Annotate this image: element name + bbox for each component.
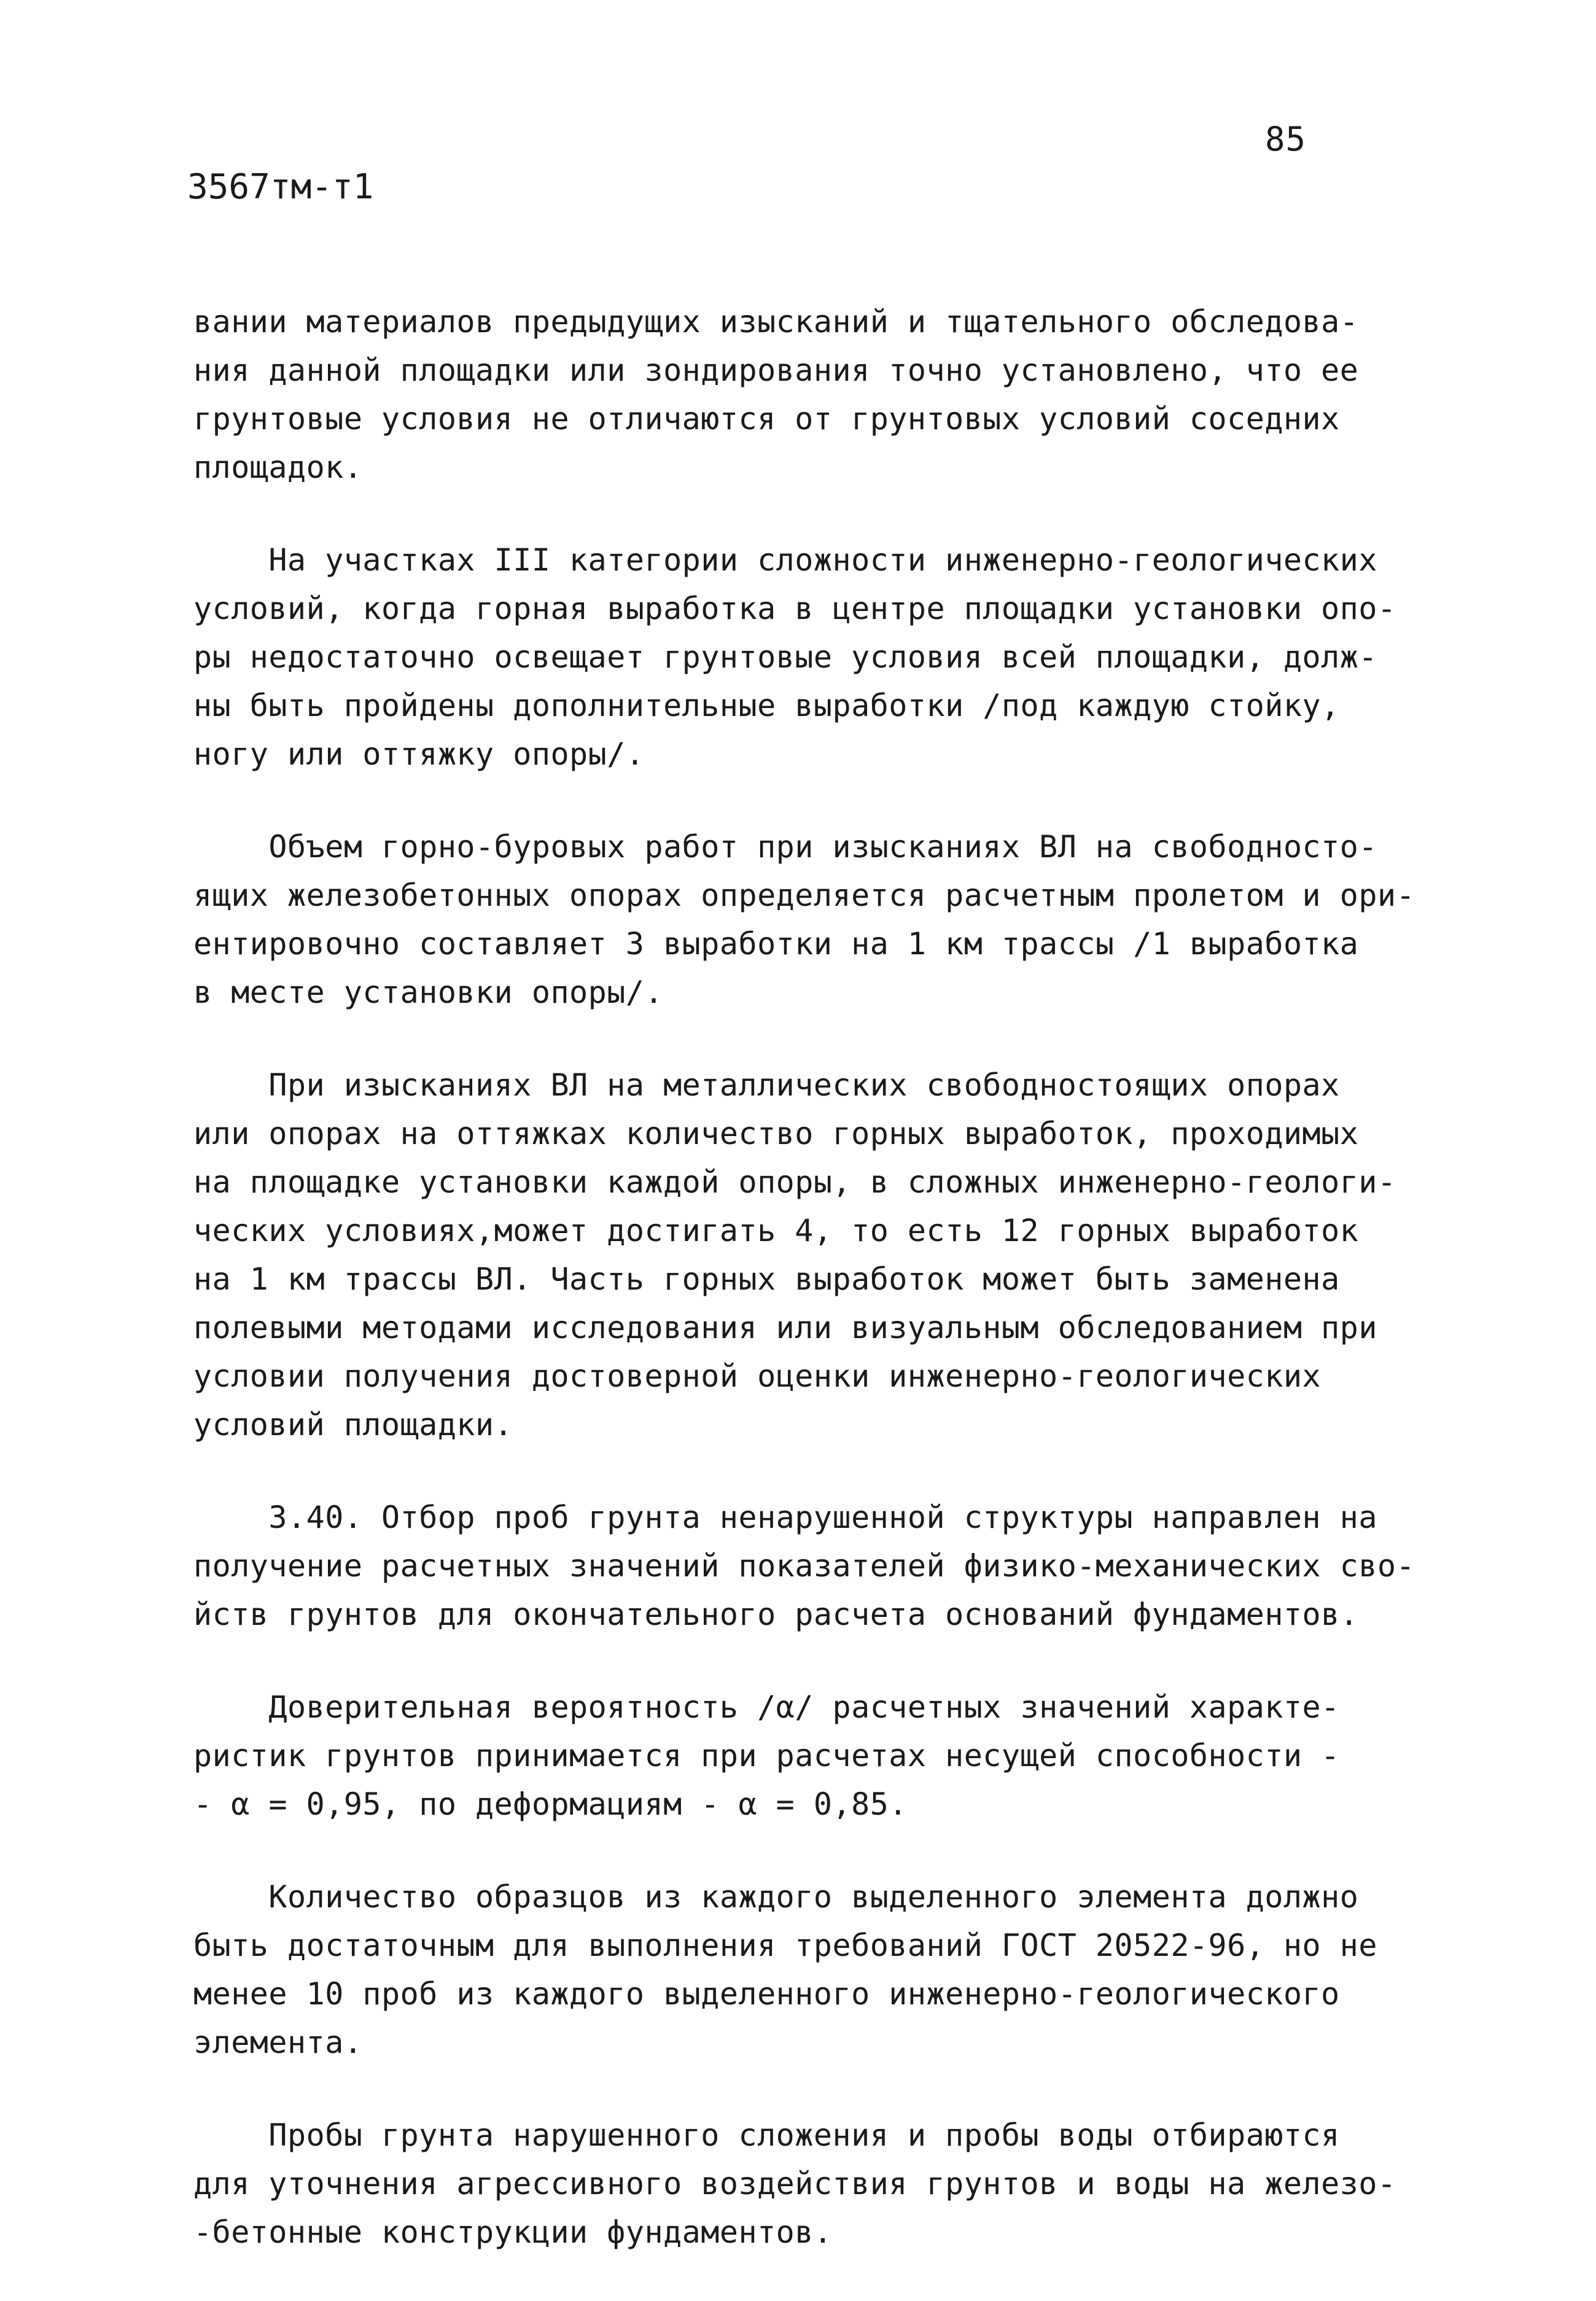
text-line: на 1 км трассы ВЛ. Часть горных выработок может быть заменена (193, 1261, 1340, 1297)
text-line: Пробы грунта нарушенного сложения и пробы воды отбираются (193, 2117, 1340, 2153)
text-line: площадок. (193, 450, 363, 485)
text-line: на площадке установки каждой опоры, в сложных инженерно-геологи- (193, 1164, 1396, 1200)
text-line: Объем горно-буровых работ при изысканиях ВЛ на свободносто- (193, 829, 1377, 865)
text-line: Доверительная вероятность /α/ расчетных значений характе- (193, 1689, 1340, 1725)
text-line: или опорах на оттяжках количество горных выработок, проходимых (193, 1116, 1359, 1151)
text-line: ческих условиях,может достигать 4, то есть 12 горных выработок (193, 1213, 1359, 1248)
text-line: вании материалов предыдущих изысканий и тщательного обследова- (193, 304, 1359, 340)
paragraph (193, 1683, 1415, 1829)
text-line: ящих железобетонных опорах определяется расчетным пролетом и ори- (193, 878, 1415, 913)
text-line: Количество образцов из каждого выделенного элемента должно (193, 1879, 1359, 1915)
paragraph (193, 536, 1415, 779)
text-line: ногу или оттяжку опоры/. (193, 736, 645, 772)
text-line: - α = 0,95, по деформациям - α = 0,85. (193, 1786, 908, 1822)
text-line: грунтовые условия не отличаются от грунтовых условий соседних (193, 401, 1340, 437)
paragraph (193, 298, 1415, 492)
text-line: При изысканиях ВЛ на металлических свободностоящих опорах (193, 1067, 1340, 1103)
text-line: элемента. (193, 2025, 363, 2060)
text-line: -бетонные конструкции фундаментов. (193, 2214, 833, 2250)
text-line: условий, когда горная выработка в центре площадки установки опо- (193, 591, 1396, 626)
text-line: получение расчетных значений показателей физико-механических сво- (193, 1548, 1415, 1584)
paragraph (193, 1493, 1415, 1639)
text-line: в месте установки опоры/. (193, 975, 664, 1010)
text-line: 3.40. Отбор проб грунта ненарушенной структуры направлен на (193, 1500, 1377, 1535)
text-line: На участках III категории сложности инженерно-геологических (193, 542, 1377, 578)
text-line: ристик грунтов принимается при расчетах несущей способности - (193, 1738, 1340, 1773)
text-line: ентировочно составляет 3 выработки на 1 км трассы /1 выработка (193, 926, 1359, 962)
text-line: условии получения достоверной оценки инженерно-геологических (193, 1358, 1322, 1394)
text-line: менее 10 проб из каждого выделенного инженерно-геологического (193, 1976, 1340, 2012)
text-line: ния данной площадки или зондирования точно установлено, что ее (193, 352, 1359, 388)
text-line: быть достаточным для выполнения требований ГОСТ 20522-96, но не (193, 1928, 1377, 1963)
text-line: для уточнения агрессивного воздействия грунтов и воды на железо- (193, 2166, 1396, 2202)
paragraph (193, 823, 1415, 1017)
paragraph (193, 1873, 1415, 2067)
text-line: условий площадки. (193, 1407, 513, 1443)
document-code: 3567тм-т1 (187, 167, 374, 207)
text-line: ры недостаточно освещает грунтовые условия всей площадки, долж- (193, 639, 1377, 675)
page-number: 85 (1265, 120, 1307, 158)
text-line: полевыми методами исследования или визуальным обследованием при (193, 1310, 1377, 1345)
text-line: ны быть пройдены дополнительные выработки /под каждую стойку, (193, 688, 1340, 723)
text-line: йств грунтов для окончательного расчета оснований фундаментов. (193, 1597, 1359, 1632)
paragraph (193, 2111, 1415, 2257)
body-text (193, 298, 1415, 2301)
paragraph (193, 1061, 1415, 1449)
